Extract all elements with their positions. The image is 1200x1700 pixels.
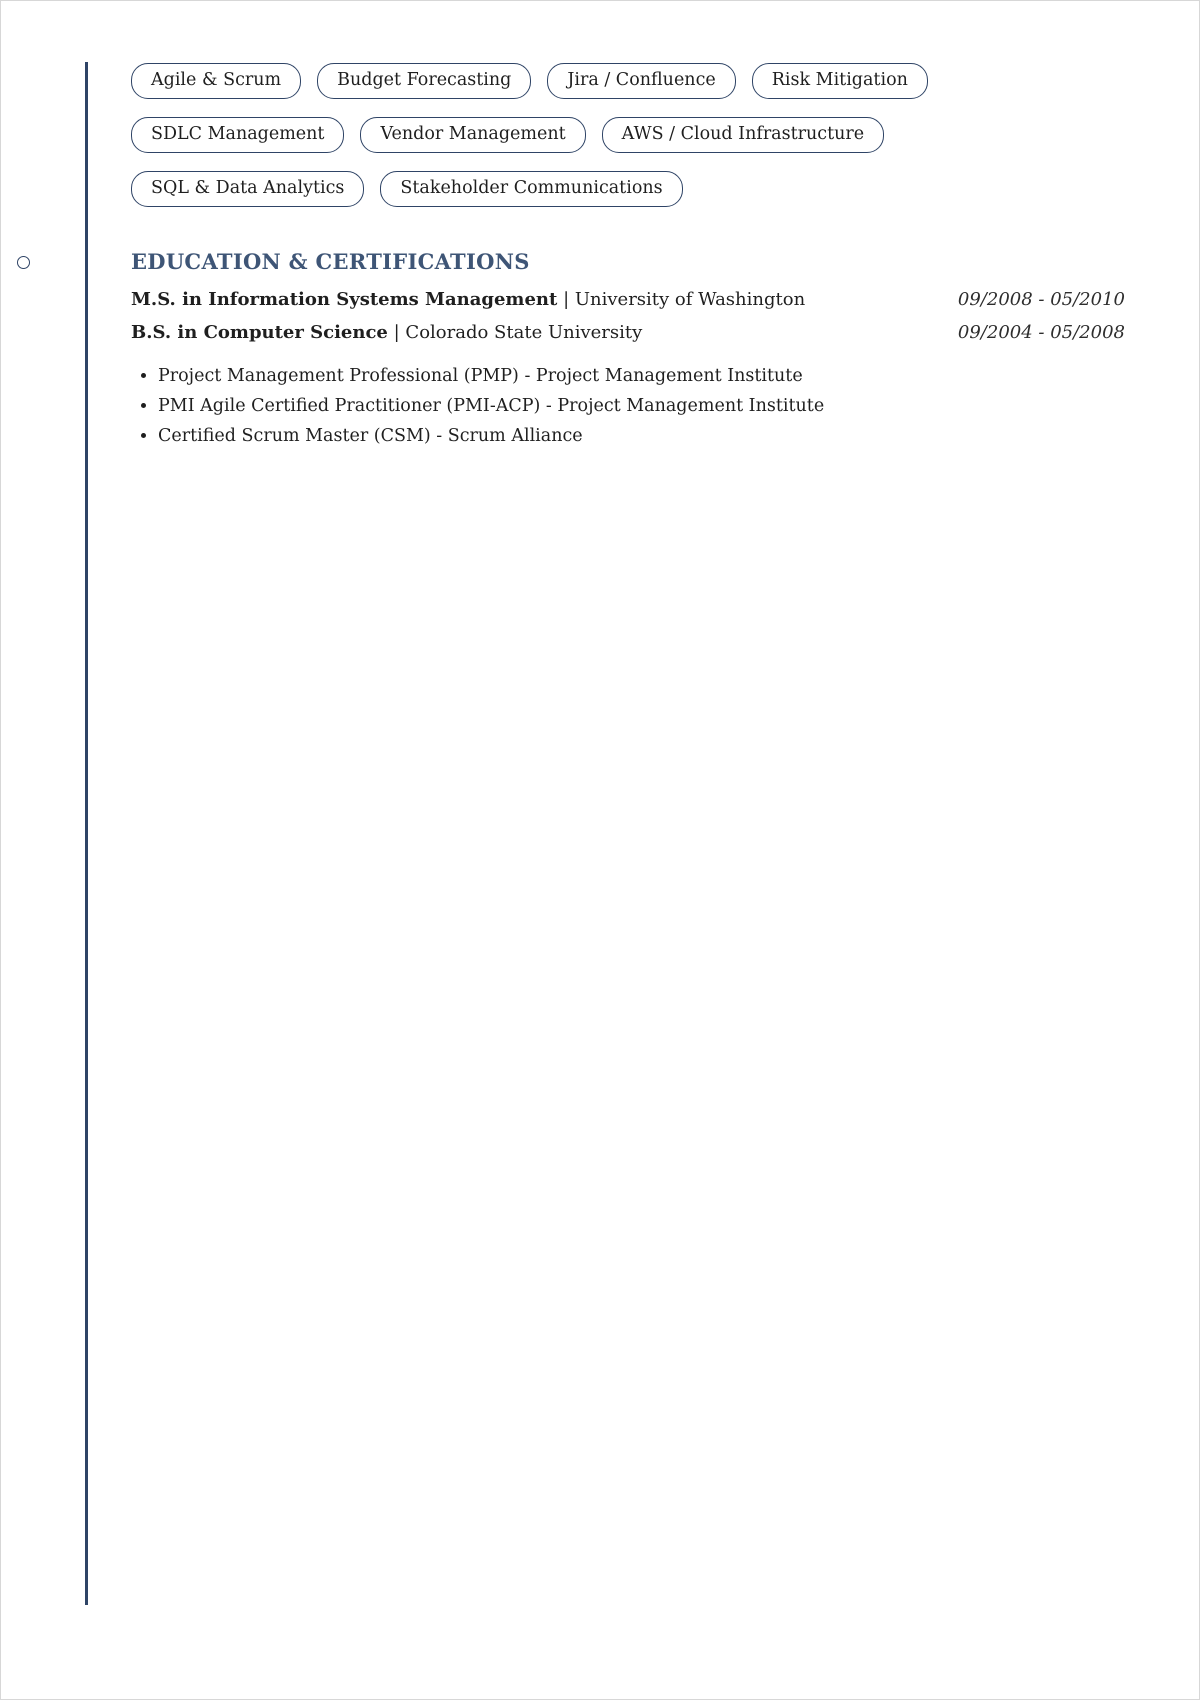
timeline-rail [85,62,88,1605]
degree-separator: | [393,322,406,343]
certifications-list [131,365,1125,448]
skill-tag: SQL & Data Analytics [131,171,364,207]
timeline-marker-icon [17,256,30,269]
resume-content [131,63,1125,455]
skills-tags [131,63,1125,207]
skill-tag: Stakeholder Communications [380,171,682,207]
degree-row [131,288,1125,312]
degree-title: M.S. in Information Systems Management [131,289,558,310]
skill-tag: SDLC Management [131,117,344,153]
degree-dates: 09/2008 - 05/2010 [957,289,1125,310]
skill-tag: Jira / Confluence [547,63,735,99]
skill-tag: Agile & Scrum [131,63,301,99]
degree-school: University of Washington [574,289,806,310]
skill-tag: Risk Mitigation [752,63,928,99]
certification-item: • Certified Scrum Master (CSM) - Scrum Alliance [158,425,1125,448]
degree-row [131,321,1125,345]
certification-item: • PMI Agile Certified Practitioner (PMI-ACP) - Project Management Institute [158,395,1125,418]
skill-tag: Vendor Management [360,117,585,153]
degree-school: Colorado State University [405,322,643,343]
education-heading: EDUCATION & CERTIFICATIONS [131,249,530,274]
skill-tag: AWS / Cloud Infrastructure [602,117,884,153]
degree-dates: 09/2004 - 05/2008 [957,322,1125,343]
skill-tag: Budget Forecasting [317,63,531,99]
degree-separator: | [563,289,575,310]
certification-item: • Project Management Professional (PMP) - Project Management Institute [158,365,1125,388]
degree-title: B.S. in Computer Science [131,322,388,343]
